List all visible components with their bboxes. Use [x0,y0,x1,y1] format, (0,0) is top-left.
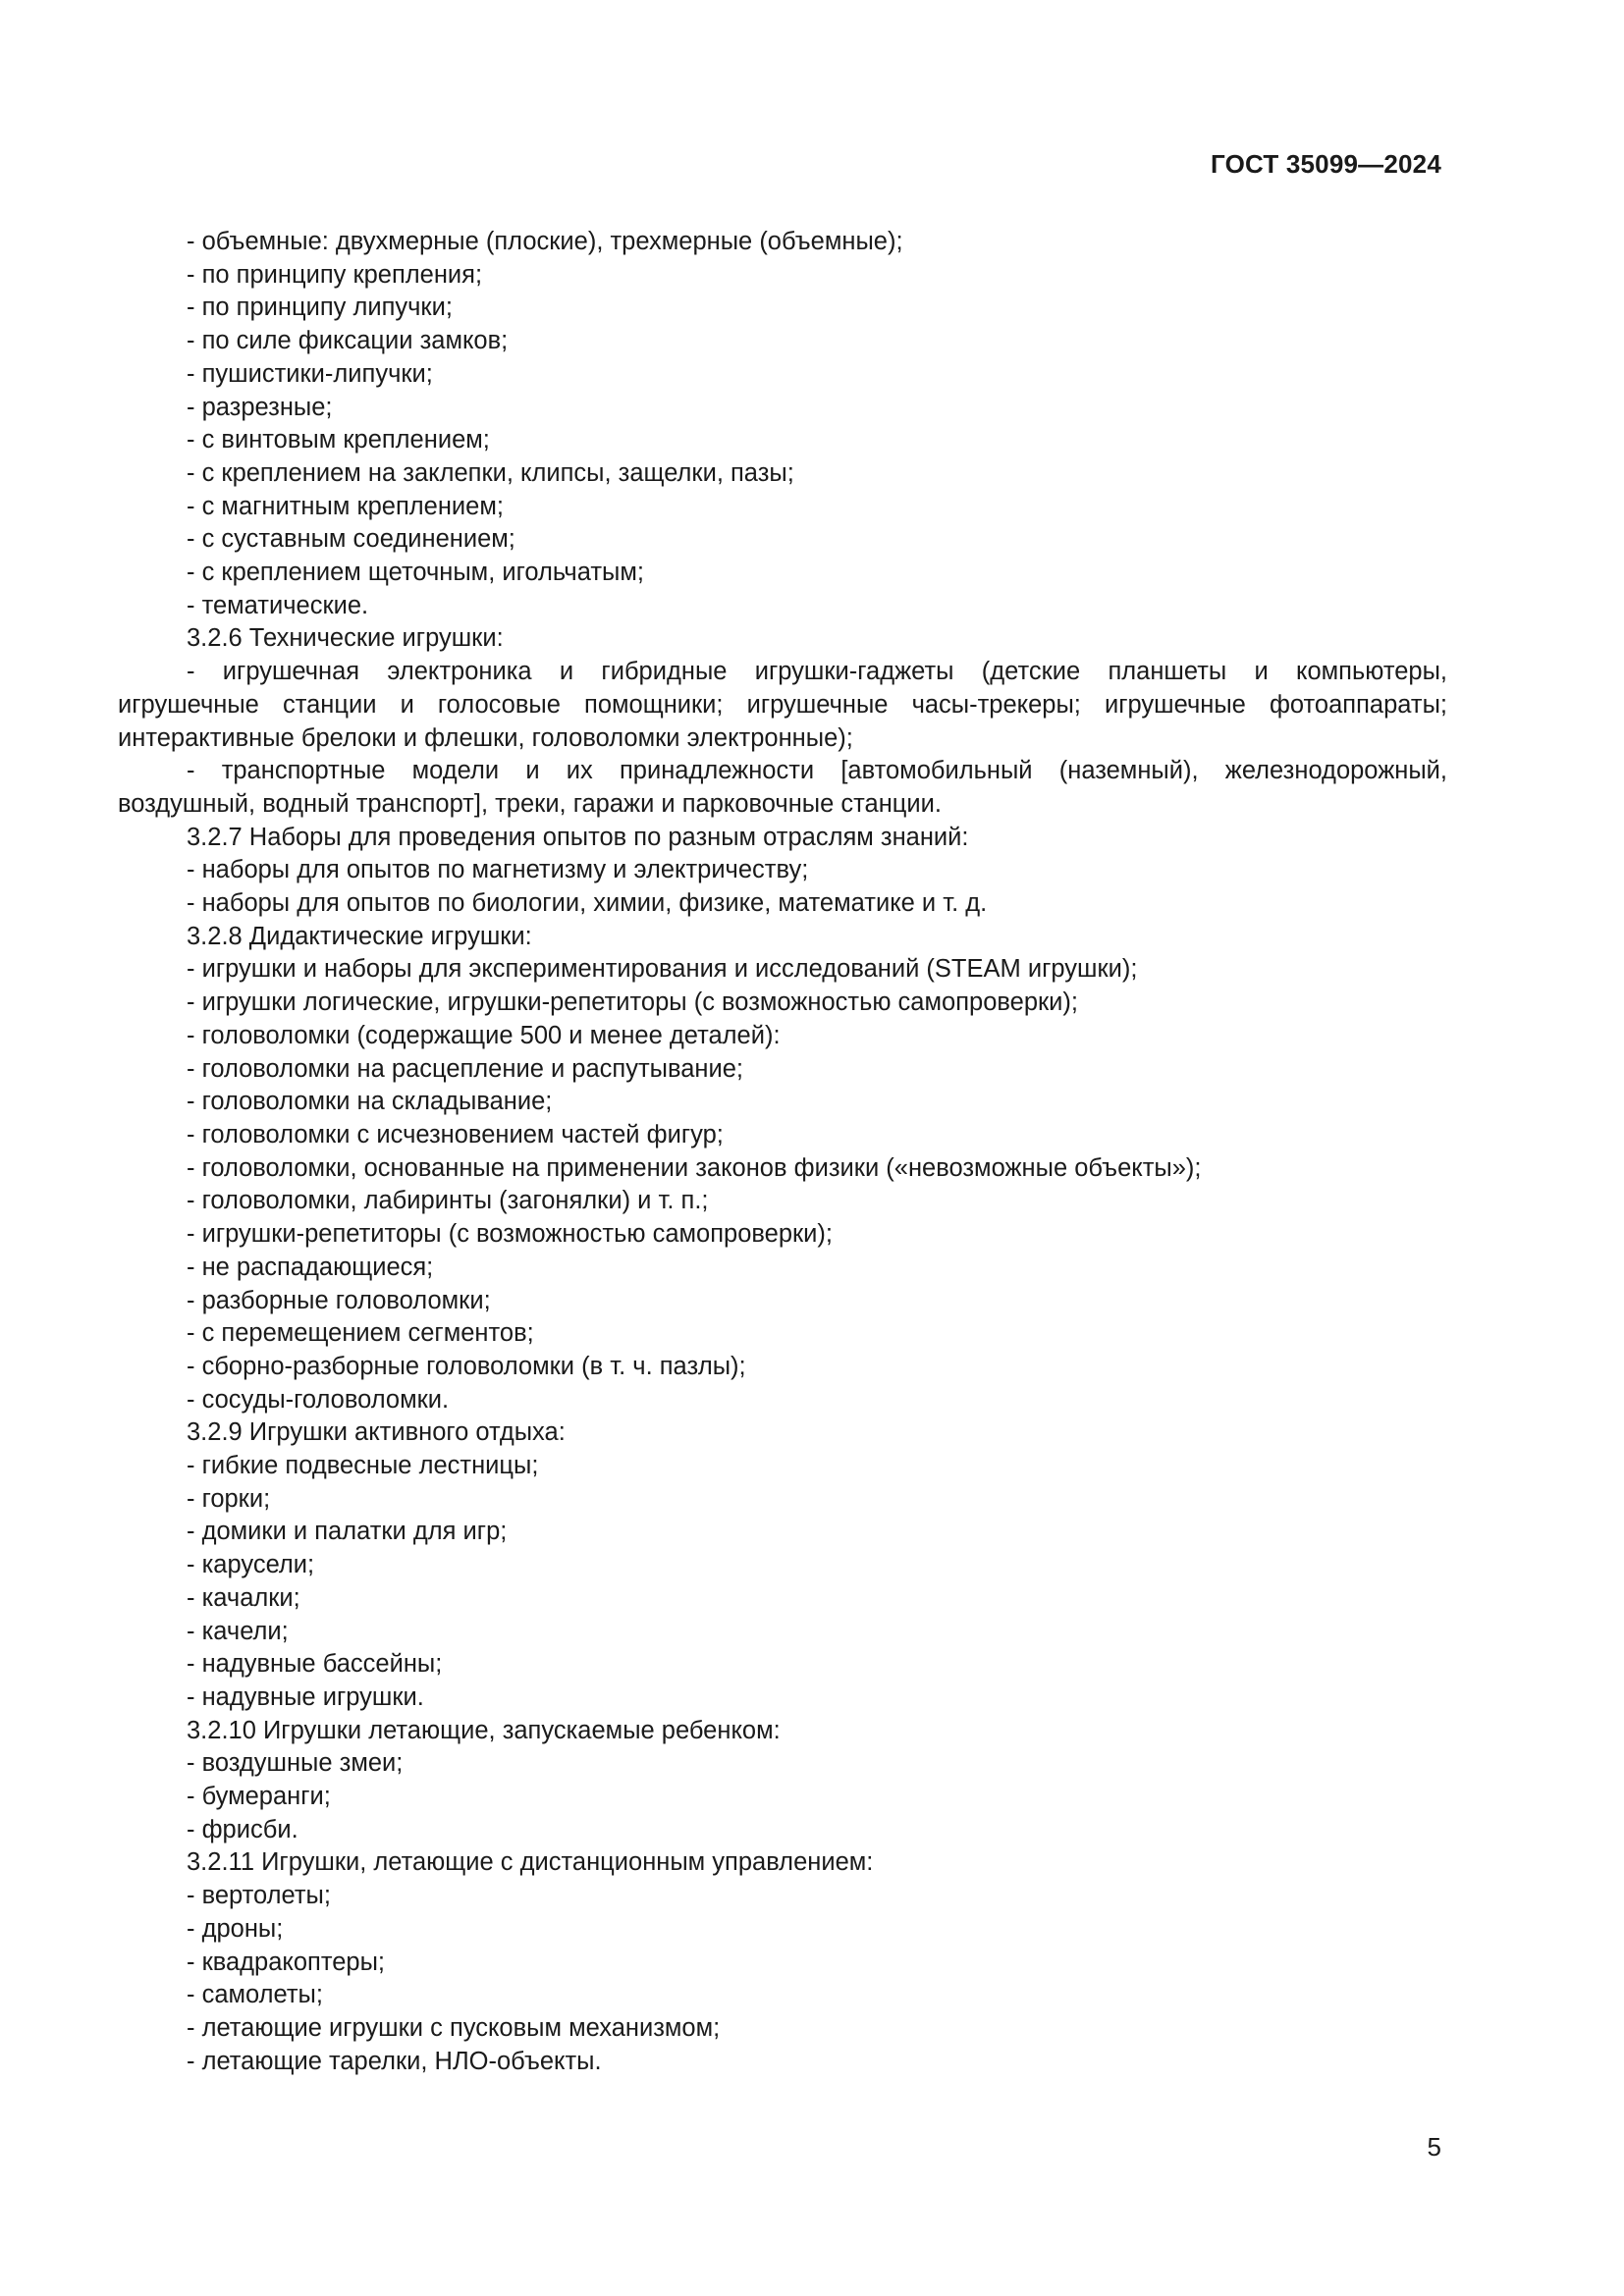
list-item: - надувные игрушки. [187,1682,424,1711]
list-item: - по принципу крепления; [187,260,483,289]
list-item: - сборно-разборные головоломки (в т. ч. пазлы); [187,1352,746,1380]
list-item: - самолеты; [187,1981,323,2009]
list-block-b [118,822,1447,2079]
list-item: - с суставным соединением; [187,525,515,554]
list-item: - с креплением на заклепки, клипсы, защелки, пазы; [187,458,794,487]
paragraph-line: - транспортные модели и их принадлежности [автомобильный (наземный), железнодорожный, [187,757,1447,785]
list-item: - бумеранги; [187,1783,331,1811]
list-item: - воздушные змеи; [187,1749,404,1778]
document-header: ГОСТ 35099—2024 [1211,149,1441,179]
section-heading-3-2-9: 3.2.9 Игрушки активного отдыха: [187,1418,566,1447]
list-item: - тематические. [187,591,369,619]
list-item: - головоломки на расцепление и распутывание; [187,1054,744,1083]
paragraph-line: воздушный, водный транспорт], треки, гаражи и парковочные станции. [118,789,942,818]
list-item: - по силе фиксации замков; [187,327,509,355]
section-heading-3-2-6: 3.2.6 Технические игрушки: [187,624,504,653]
list-item: - наборы для опытов по биологии, химии, физике, математике и т. д. [187,889,988,918]
list-item: - домики и палатки для игр; [187,1518,508,1546]
list-item: - игрушки логические, игрушки-репетиторы (с возможностью самопроверки); [187,988,1078,1017]
document-body [118,226,1447,2078]
list-item: - головоломки, лабиринты (загонялки) и т. п.; [187,1187,709,1215]
list-item: - качели; [187,1617,289,1645]
list-item: - игрушки-репетиторы (с возможностью самопроверки); [187,1220,833,1249]
page-number: 5 [1427,2132,1441,2162]
list-item: - с креплением щеточным, игольчатым; [187,559,644,587]
paragraph-line: игрушечные станции и голосовые помощники; игрушечные часы-трекеры; игрушечные фотоаппараты; [118,690,1447,719]
list-item: - не распадающиеся; [187,1253,434,1281]
list-block-a [118,226,1447,656]
list-item: - разборные головоломки; [187,1286,491,1314]
list-item: - головоломки, основанные на применении законов физики («невозможные объекты»); [187,1153,1202,1182]
section-heading-3-2-8: 3.2.8 Дидактические игрушки: [187,922,532,950]
list-item: - наборы для опытов по магнетизму и электричеству; [187,856,809,884]
list-item: - дроны; [187,1914,284,1943]
list-item: - разрезные; [187,393,333,421]
list-item: - с магнитным креплением; [187,492,504,520]
list-item: - с перемещением сегментов; [187,1319,534,1348]
paragraph-line: интерактивные брелоки и флешки, головоломки электронные); [118,723,853,752]
section-heading-3-2-7: 3.2.7 Наборы для проведения опытов по разным отраслям знаний: [187,823,969,851]
list-item: - качалки; [187,1583,300,1612]
list-item: - гибкие подвесные лестницы; [187,1452,539,1480]
list-item: - по принципу липучки; [187,294,453,322]
list-item: - летающие тарелки, НЛО-объекты. [187,2047,602,2075]
list-item: - квадракоптеры; [187,1948,386,1976]
list-item: - летающие игрушки с пусковым механизмом; [187,2013,721,2042]
paragraph-electronics [118,656,1447,755]
list-item: - сосуды-головоломки. [187,1385,450,1414]
list-item: - головоломки с исчезновением частей фигур; [187,1120,724,1148]
list-item: - головоломки (содержащие 500 и менее деталей): [187,1021,781,1049]
list-item: - объемные: двухмерные (плоские), трехмерные (объемные); [187,228,903,255]
list-item: - вертолеты; [187,1882,331,1910]
list-item: - головоломки на складывание; [187,1088,553,1116]
list-item: - с винтовым креплением; [187,426,490,454]
list-item: - игрушки и наборы для экспериментирования и исследований (STEAM игрушки); [187,955,1138,984]
list-item: - горки; [187,1484,271,1513]
paragraph-transport [118,755,1447,821]
list-item: - карусели; [187,1551,315,1579]
paragraph-line: - игрушечная электроника и гибридные игрушки-гаджеты (детские планшеты и компьютеры, [187,658,1447,686]
section-heading-3-2-11: 3.2.11 Игрушки, летающие с дистанционным управлением: [187,1848,874,1877]
section-heading-3-2-10: 3.2.10 Игрушки летающие, запускаемые ребенком: [187,1716,781,1744]
list-item: - фрисби. [187,1815,298,1843]
list-item: - пушистики-липучки; [187,359,433,388]
list-item: - надувные бассейны; [187,1650,443,1679]
